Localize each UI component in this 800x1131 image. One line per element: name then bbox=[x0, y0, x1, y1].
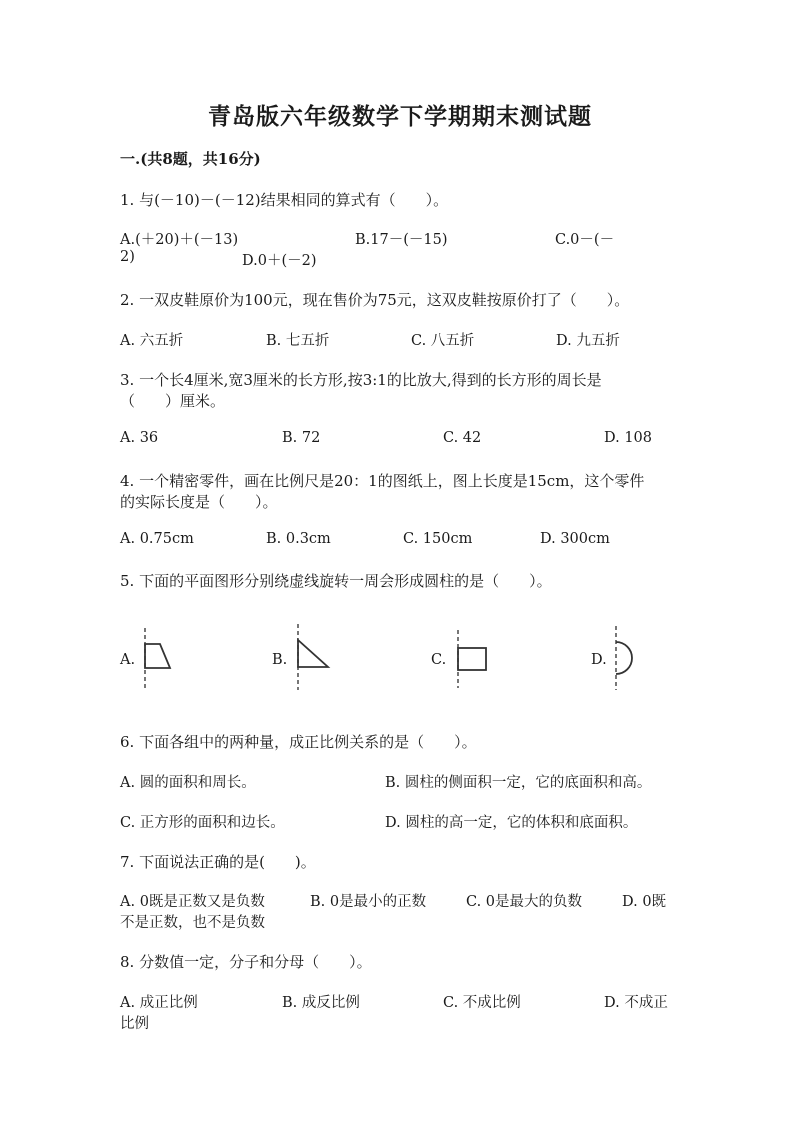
question-2-option-a: A. 六五折 bbox=[120, 333, 184, 349]
question-1-option-b: B.17－(－15) bbox=[355, 232, 448, 248]
question-8-option-d-cont: 比例 bbox=[120, 1016, 149, 1032]
question-8-option-b: B. 成反比例 bbox=[282, 995, 360, 1011]
question-4-stem-line-2: 的实际长度是（ ）。 bbox=[120, 493, 278, 511]
question-5-option-d: D. bbox=[591, 652, 607, 668]
question-7-option-a: A. 0既是正数又是负数 bbox=[120, 894, 265, 910]
question-4-option-b: B. 0.3cm bbox=[266, 531, 331, 547]
question-2-stem: 2. 一双皮鞋原价为100元，现在售价为75元，这双皮鞋按原价打了（ ）。 bbox=[120, 291, 630, 309]
question-1-option-c: C.0－(－ bbox=[555, 232, 615, 248]
question-8-option-a: A. 成正比例 bbox=[120, 995, 198, 1011]
question-4-option-d: D. 300cm bbox=[540, 531, 610, 547]
question-5-stem: 5. 下面的平面图形分别绕虚线旋转一周会形成圆柱的是（ ）。 bbox=[120, 572, 552, 590]
question-4-option-a: A. 0.75cm bbox=[120, 531, 194, 547]
question-5-option-a: A. bbox=[120, 652, 136, 668]
question-7-option-b: B. 0是最小的正数 bbox=[310, 894, 427, 910]
question-4-option-c: C. 150cm bbox=[403, 531, 473, 547]
question-1-option-d: D.0＋(－2) bbox=[242, 253, 317, 269]
semicircle-axis-figure-icon bbox=[606, 626, 640, 690]
question-2-option-b: B. 七五折 bbox=[266, 333, 330, 349]
question-3-option-c: C. 42 bbox=[443, 430, 482, 446]
section-heading: 一.(共8题，共16分) bbox=[120, 150, 261, 168]
question-6-option-d: D. 圆柱的高一定，它的体积和底面积。 bbox=[385, 815, 638, 831]
question-5-option-c: C. bbox=[431, 652, 447, 668]
question-3-stem-line-2: （ ）厘米。 bbox=[120, 392, 226, 410]
triangle-axis-figure-icon bbox=[288, 624, 332, 690]
question-7-option-c: C. 0是最大的负数 bbox=[466, 894, 583, 910]
question-3-option-d: D. 108 bbox=[604, 430, 653, 446]
question-6-option-c: C. 正方形的面积和边长。 bbox=[120, 815, 285, 831]
question-2-option-c: C. 八五折 bbox=[411, 333, 475, 349]
question-3-option-a: A. 36 bbox=[120, 430, 159, 446]
question-7-option-d-cont: 不是正数，也不是负数 bbox=[120, 915, 265, 931]
question-2-option-d: D. 九五折 bbox=[556, 333, 620, 349]
question-3-option-b: B. 72 bbox=[282, 430, 321, 446]
question-6-option-b: B. 圆柱的侧面积一定，它的底面积和高。 bbox=[385, 775, 652, 791]
question-3-stem-line-1: 3. 一个长4厘米,宽3厘米的长方形,按3:1的比放大,得到的长方形的周长是 bbox=[120, 371, 602, 389]
question-1-option-a: A.(＋20)＋(－13) bbox=[120, 232, 239, 248]
question-6-stem: 6. 下面各组中的两种量，成正比例关系的是（ ）。 bbox=[120, 733, 477, 751]
question-7-stem: 7. 下面说法正确的是( )。 bbox=[120, 853, 316, 871]
question-7-option-d: D. 0既 bbox=[622, 894, 667, 910]
page-title: 青岛版六年级数学下学期期末测试题 bbox=[208, 103, 592, 130]
question-5-option-b: B. bbox=[272, 652, 288, 668]
question-1-option-c-cont: 2) bbox=[120, 249, 135, 265]
question-8-option-c: C. 不成比例 bbox=[443, 995, 521, 1011]
question-8-option-d: D. 不成正 bbox=[604, 995, 668, 1011]
question-1-stem: 1. 与(－10)－(－12)结果相同的算式有（ ）。 bbox=[120, 191, 449, 209]
question-6-option-a: A. 圆的面积和周长。 bbox=[120, 775, 256, 791]
trapezoid-axis-figure-icon bbox=[136, 628, 180, 690]
rectangle-axis-figure-icon bbox=[448, 630, 492, 688]
question-4-stem-line-1: 4. 一个精密零件，画在比例尺是20：1的图纸上，图上长度是15cm，这个零件 bbox=[120, 472, 645, 490]
question-8-stem: 8. 分数值一定，分子和分母（ ）。 bbox=[120, 953, 372, 971]
